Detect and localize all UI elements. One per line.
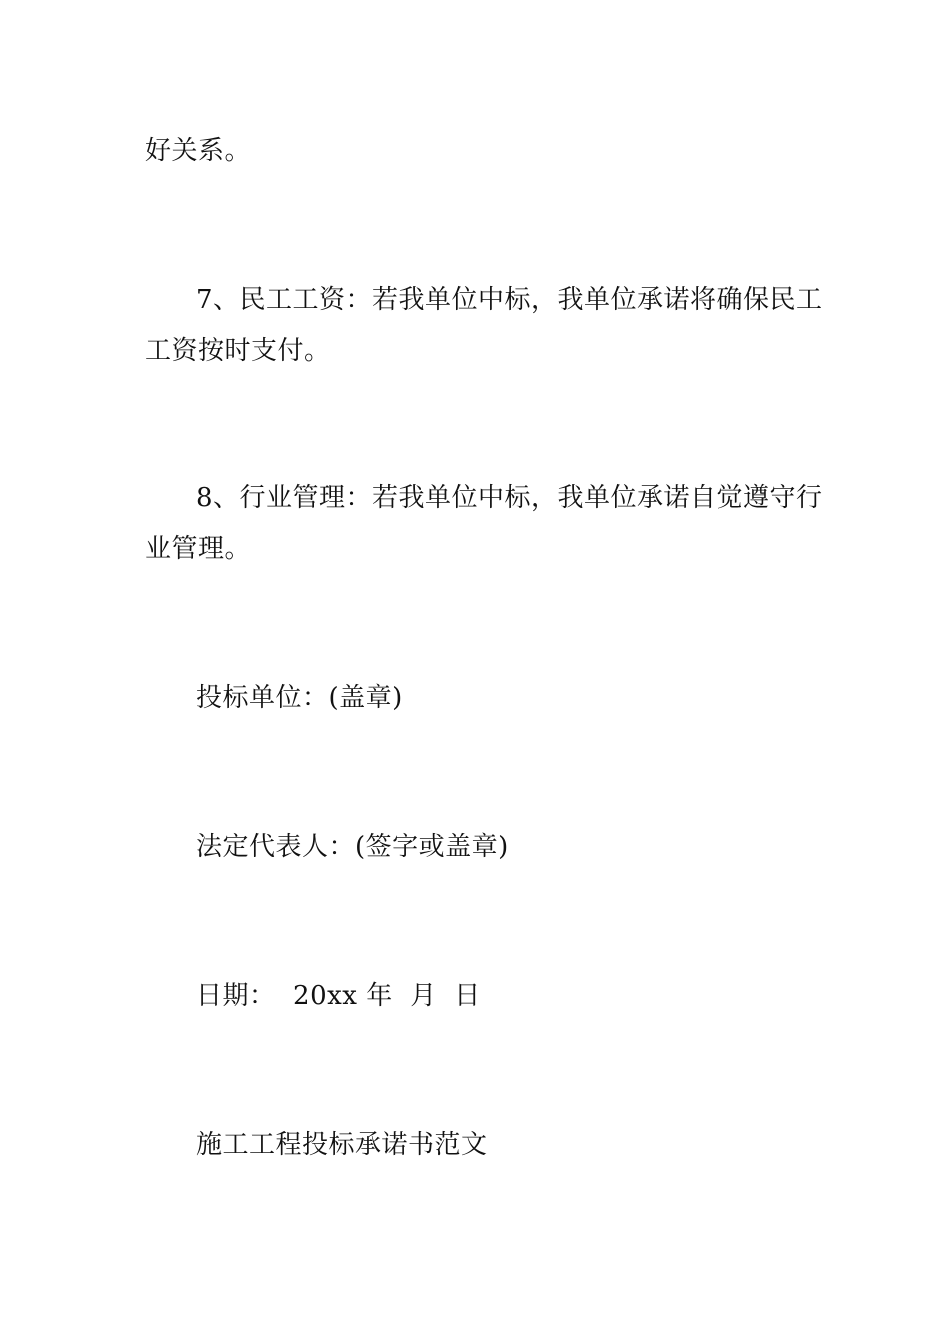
item-8-line-2: 业管理。 xyxy=(145,534,252,564)
legal-representative-line: 法定代表人：(签字或盖章) xyxy=(196,832,509,862)
item-8-line-1: 8、行业管理：若我单位中标，我单位承诺自觉遵守行 xyxy=(196,483,823,513)
next-section-title: 施工工程投标承诺书范文 xyxy=(196,1130,488,1160)
date-line: 日期： 20xx 年 月 日 xyxy=(196,981,481,1011)
item-7-line-1: 7、民工工资：若我单位中标，我单位承诺将确保民工 xyxy=(196,285,823,315)
bidder-seal-line: 投标单位：(盖章) xyxy=(196,683,403,713)
continuation-text: 好关系。 xyxy=(145,136,252,166)
item-7-line-2: 工资按时支付。 xyxy=(145,336,331,366)
